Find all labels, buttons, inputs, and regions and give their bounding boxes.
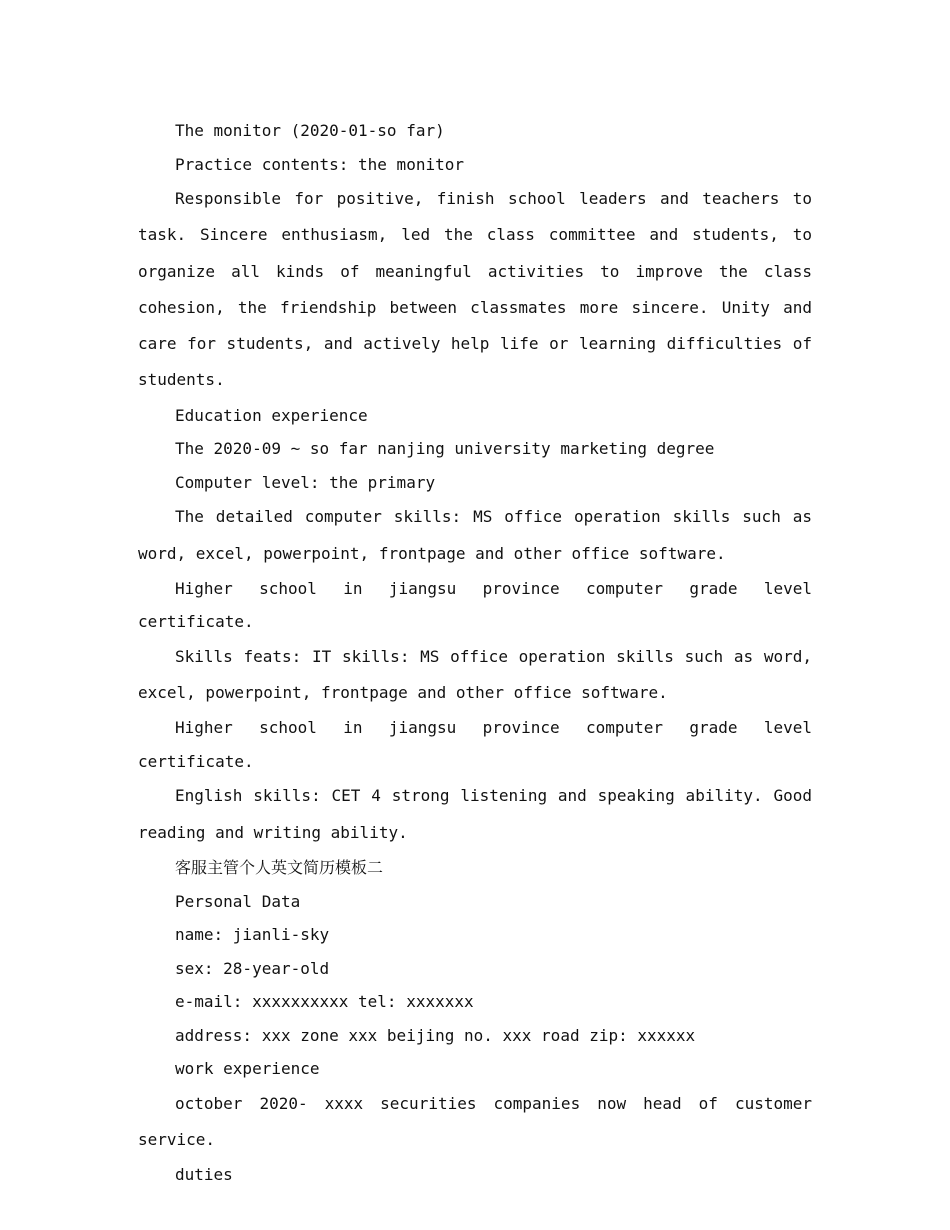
english-skills: English skills: CET 4 strong listening and speaking ability. Good reading and writing ability. xyxy=(138,786,812,842)
monitor-description: Responsible for positive, finish school leaders and teachers to task. Sincere enthusiasm, led the class committee and students, to organize all kinds of meaningful activities to improve the class cohesion, the friendship between classmates more sincere. Unity and care for students, and actively help life or learning difficulties of students. xyxy=(138,189,812,390)
computer-level: Computer level: the primary xyxy=(175,472,436,492)
education-heading: Education experience xyxy=(175,405,368,425)
document-body xyxy=(138,114,812,1192)
template-title: 客服主管个人英文简历模板二 xyxy=(175,858,384,878)
practice-contents: Practice contents: the monitor xyxy=(175,154,464,174)
skills-feats: Skills feats: IT skills: MS office operation skills such as word, excel, powerpoint, frontpage and other office software. xyxy=(138,646,812,703)
name-line: name: jianli-sky xyxy=(175,925,330,945)
personal-data-heading: Personal Data xyxy=(175,891,301,911)
education-entry: The 2020-09 ~ so far nanjing university marketing degree xyxy=(175,439,715,459)
contact-line: e-mail: xxxxxxxxxx tel: xxxxxxx xyxy=(175,992,474,1012)
work-experience-heading: work experience xyxy=(175,1059,320,1079)
address-line: address: xxx zone xxx beijing no. xxx road zip: xxxxxx xyxy=(175,1025,696,1045)
role-heading: The monitor (2020-01-so far) xyxy=(175,121,445,140)
sex-line: sex: 28-year-old xyxy=(175,958,330,978)
work-entry: october 2020- xxxx securities companies now head of customer service. xyxy=(138,1093,812,1149)
certificate-line-repeat: Higher school in jiangsu province computer grade level certificate. xyxy=(138,718,812,771)
computer-skills-detail: The detailed computer skills: MS office operation skills such as word, excel, powerpoint, frontpage and other office software. xyxy=(138,507,812,563)
duties-heading: duties xyxy=(175,1165,233,1185)
certificate-line: Higher school in jiangsu province computer grade level certificate. xyxy=(138,578,812,632)
